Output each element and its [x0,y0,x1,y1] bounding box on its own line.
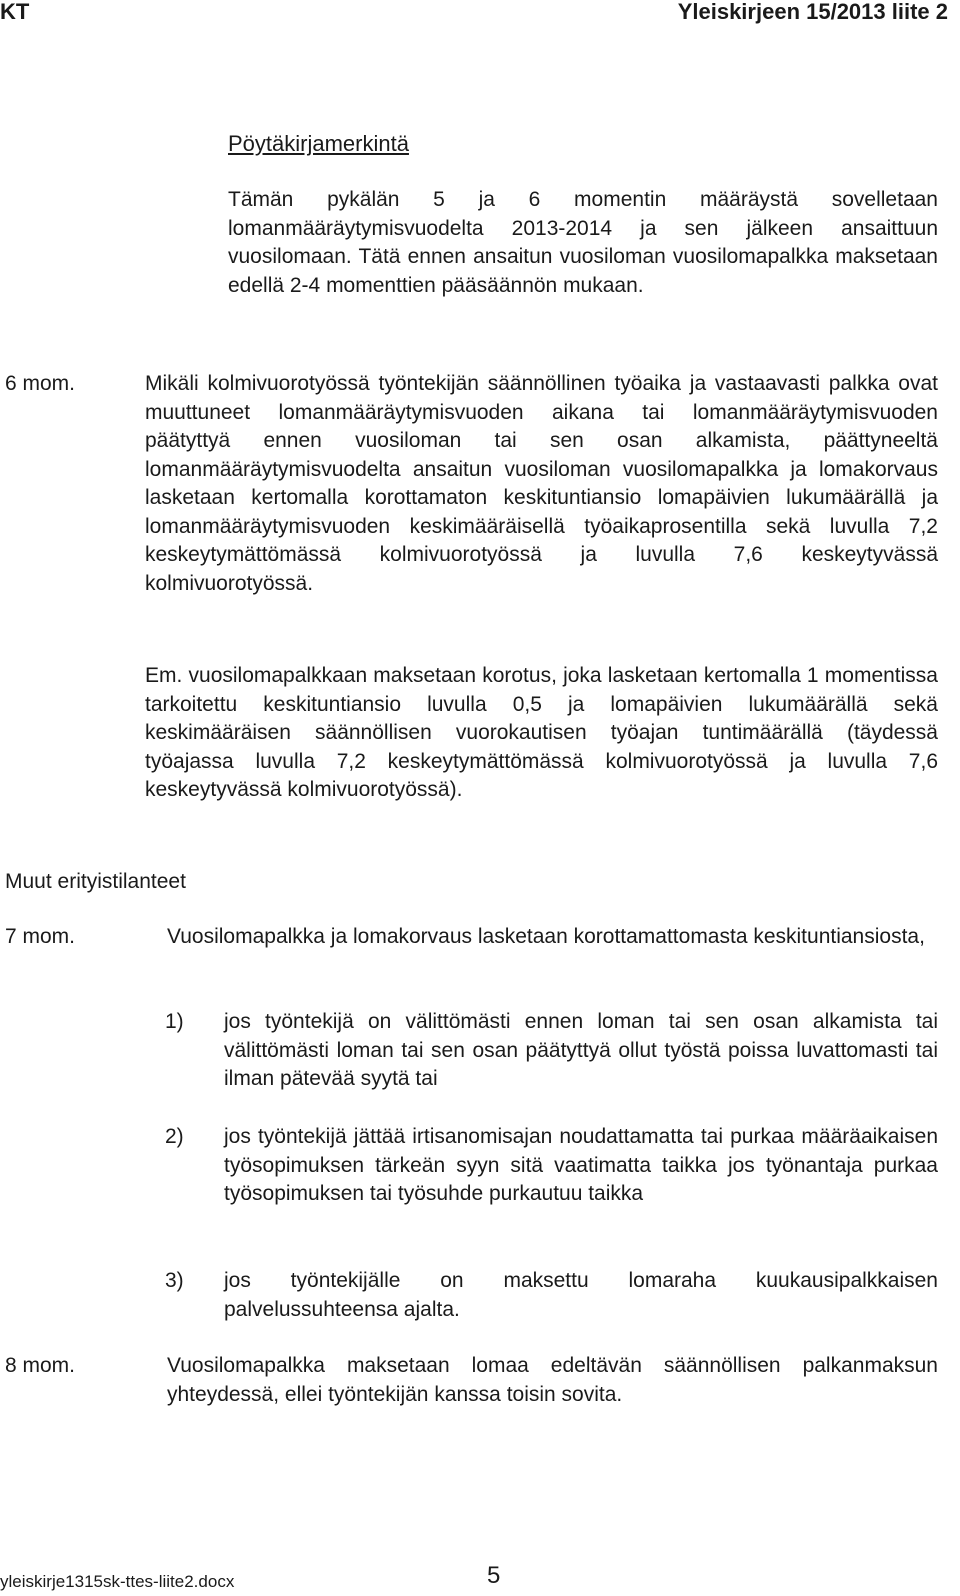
footer-filename: yleiskirje1315sk-ttes-liite2.docx [0,1572,235,1591]
list-item-text: jos työntekijä jättää irtisanomisajan noudattamatta tai purkaa määräaikaisen työsopimuksen tärkeän syyn sitä vaatimatta taikka jos työnantaja purkaa työsopimuksen tai työsuhde purkautuu taikka [224,1125,938,1205]
mom7-label: 7 mom. [5,925,76,948]
page-number: 5 [487,1562,501,1589]
mom8-paragraph: Vuosilomapalkka maksetaan lomaa edeltävän säännöllisen palkanmaksun yhteydessä, ellei työntekijän kanssa toisin sovita. [167,1354,938,1406]
note-paragraph: Tämän pykälän 5 ja 6 momentin määräystä sovelletaan lomanmääräytymisvuodelta 2013-2014 ja sen jälkeen ansaittuun vuosilomaan. Tätä ennen ansaitun vuosiloman vuosilomapalkka maksetaan edellä 2-4 momenttien pääsäännön mukaan. [228,188,938,297]
mom6-label: 6 mom. [5,372,76,395]
header-right: Yleiskirjeen 15/2013 liite 2 [677,0,948,24]
mom8-label: 8 mom. [5,1354,76,1377]
note-heading: Pöytäkirjamerkintä [228,131,409,156]
mom7-paragraph: Vuosilomapalkka ja lomakorvaus lasketaan korottamattomasta keskituntiansiosta, [167,925,925,948]
list-item-number: 1) [165,1010,184,1033]
header-left: KT [0,0,30,24]
list-item-text: jos työntekijälle on maksettu lomaraha kuukausipalkkaisen palvelussuhteensa ajalta. [224,1269,938,1321]
mom6-paragraph-2: Em. vuosilomapalkkaan maksetaan korotus, joka lasketaan kertomalla 1 momentissa tarkoitettu keskituntiansio luvulla 0,5 ja lomapäivien lukumäärällä sekä keskimääräisen säännöllisen vuorokautisen työajan tuntimäärällä (täydessä työajassa luvulla 7,2 keskeytymättömässä kolmivuorotyössä ja luvulla 7,6 keskeytyvässä kolmivuorotyössä). [145,664,938,801]
list-item-number: 2) [165,1125,184,1148]
list-item-text: jos työntekijä on välittömästi ennen loman tai sen osan alkamista tai välittömästi loman tai sen osan päätyttyä ollut työstä poissa luvattomasti tai ilman pätevää syytä tai [224,1010,938,1090]
list-item-number: 3) [165,1269,184,1292]
mom6-paragraph-1: Mikäli kolmivuorotyössä työntekijän säännöllinen työaika ja vastaavasti palkka ovat muuttuneet lomanmääräytymisvuoden aikana tai lomanmääräytymisvuoden päätyttyä ennen vuosiloman tai sen osan alkamista, päättyneeltä lomanmääräytymisvuodelta ansaitun vuosiloman vuosilomapalkka ja lomakorvaus lasketaan kertomalla korottamaton keskituntiansio lomapäivien lukumäärällä ja lomanmääräytymisvuoden keskimääräisellä työaikaprosentilla sekä luvulla 7,2 keskeytymättömässä kolmivuorotyössä ja luvulla 7,6 keskeytyvässä kolmivuorotyössä. [145,372,938,595]
section-heading: Muut erityistilanteet [5,870,186,893]
